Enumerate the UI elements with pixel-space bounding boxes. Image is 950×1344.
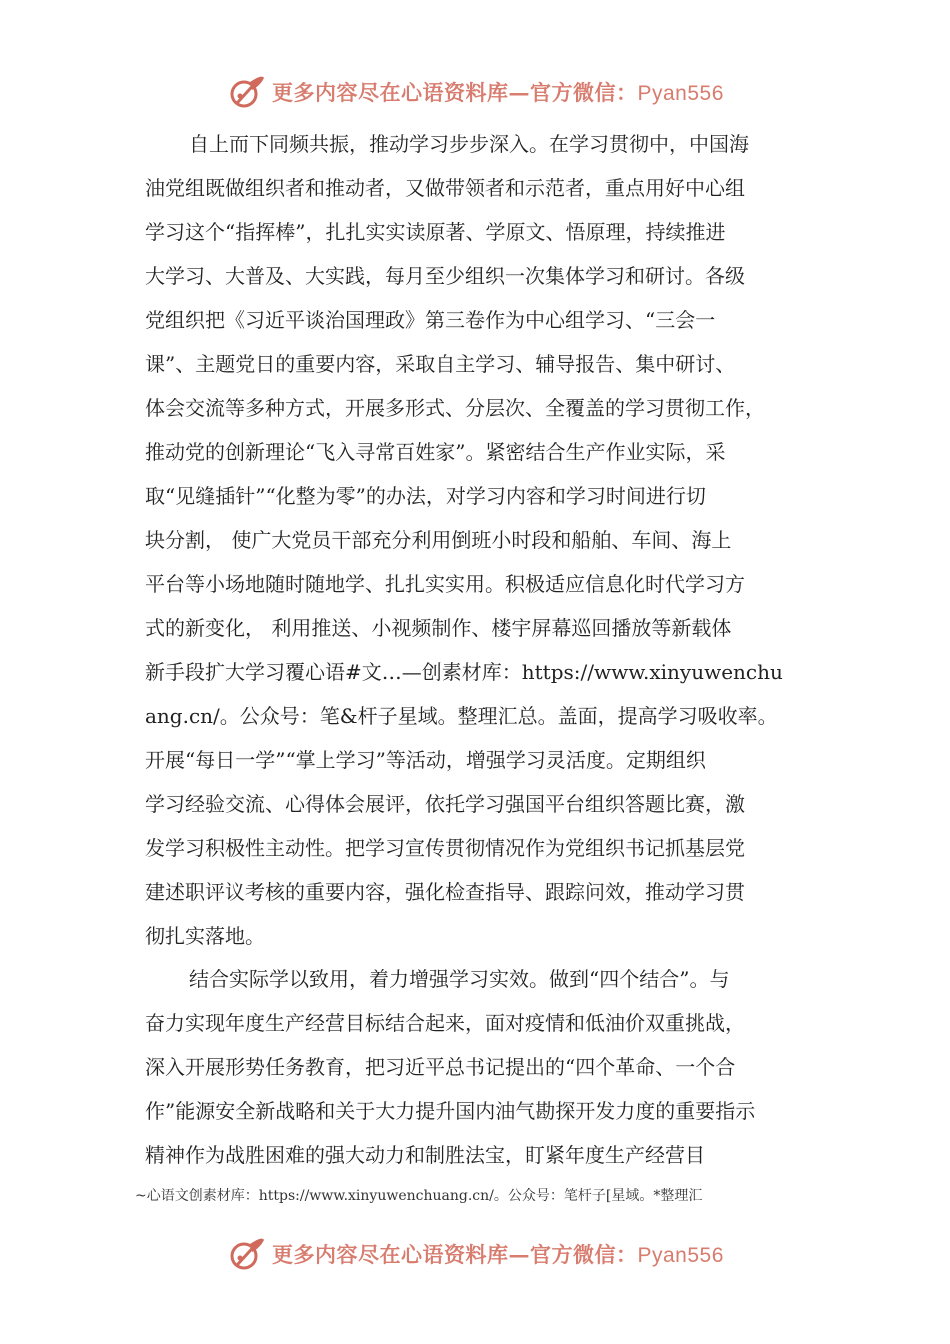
header-banner-text: 更多内容尽在心语资料库—官方微信：Pyan556 bbox=[272, 80, 724, 105]
text-line: 油党组既做组织者和推动者，又做带领者和示范者，重点用好中心组 bbox=[145, 176, 745, 200]
text-line: 推动党的创新理论“飞入寻常百姓家”。紧密结合生产作业实际，采 bbox=[145, 440, 726, 464]
text-line: 式的新变化， 利用推送、小视频制作、楼宇屏幕巡回播放等新载体 bbox=[145, 616, 732, 640]
text-line: 平台等小场地随时随地学、扎扎实实用。积极适应信息化时代学习方 bbox=[145, 572, 745, 596]
footer-banner-text: 更多内容尽在心语资料库—官方微信：Pyan556 bbox=[272, 1242, 724, 1267]
text-line: 块分割， 使广大党员干部充分利用倒班小时段和船舶、车间、海上 bbox=[145, 528, 732, 552]
text-line: ang.cn/。公众号：笔&杆子星域。整理汇总。盖面，提高学习吸收率。 bbox=[145, 704, 778, 728]
text-line: 体会交流等多种方式，开展多形式、分层次、全覆盖的学习贯彻工作， bbox=[145, 396, 765, 420]
text-line: 发学习积极性主动性。把学习宣传贯彻情况作为党组织书记抓基层党 bbox=[145, 836, 745, 860]
text-line: 精神作为战胜困难的强大动力和制胜法宝，盯紧年度生产经营目 bbox=[145, 1143, 705, 1167]
text-line: 新手段扩大学习覆心语#文…—创素材库：https://www.xinyuwenchu bbox=[145, 660, 783, 684]
text-line: 彻扎实落地。 bbox=[145, 924, 265, 948]
text-line: 党组织把《习近平谈治国理政》第三卷作为中心组学习、“三会一 bbox=[145, 308, 716, 332]
text-line: 大学习、大普及、大实践，每月至少组织一次集体学习和研讨。各级 bbox=[145, 264, 745, 288]
text-line: 课”、主题党日的重要内容，采取自主学习、辅导报告、集中研讨、 bbox=[145, 352, 736, 376]
text-line: 结合实际学以致用，着力增强学习实效。做到“四个结合”。与 bbox=[189, 967, 730, 991]
text-line: 学习这个“指挥棒”，扎扎实实读原著、学原文、悟原理，持续推进 bbox=[145, 220, 726, 244]
text-line: 深入开展形势任务教育，把习近平总书记提出的“四个革命、一个合 bbox=[145, 1055, 736, 1079]
text-line: 取“见缝插针”“化整为零”的办法，对学习内容和学习时间进行切 bbox=[145, 484, 706, 508]
text-line: 作”能源安全新战略和关于大力提升国内油气勘探开发力度的重要指示 bbox=[145, 1099, 756, 1123]
text-line: 建述职评议考核的重要内容，强化检查指导、跟踪问效，推动学习贯 bbox=[145, 880, 745, 904]
footnote: ~心语文创素材库：https://www.xinyuwenchuang.cn/。公众号：笔杆子[星域。*整理汇 bbox=[135, 1188, 703, 1204]
footer-banner bbox=[228, 1234, 724, 1274]
quill-logo-icon bbox=[228, 72, 268, 112]
quill-logo-icon bbox=[228, 1234, 268, 1274]
text-line: 自上而下同频共振，推动学习步步深入。在学习贯彻中，中国海 bbox=[189, 132, 749, 156]
text-line: 学习经验交流、心得体会展评，依托学习强国平台组织答题比赛，激 bbox=[145, 792, 745, 816]
header-banner bbox=[228, 72, 724, 112]
text-line: 开展“每日一学”“掌上学习”等活动，增强学习灵活度。定期组织 bbox=[145, 748, 706, 772]
text-line: 奋力实现年度生产经营目标结合起来，面对疫情和低油价双重挑战， bbox=[145, 1011, 745, 1035]
